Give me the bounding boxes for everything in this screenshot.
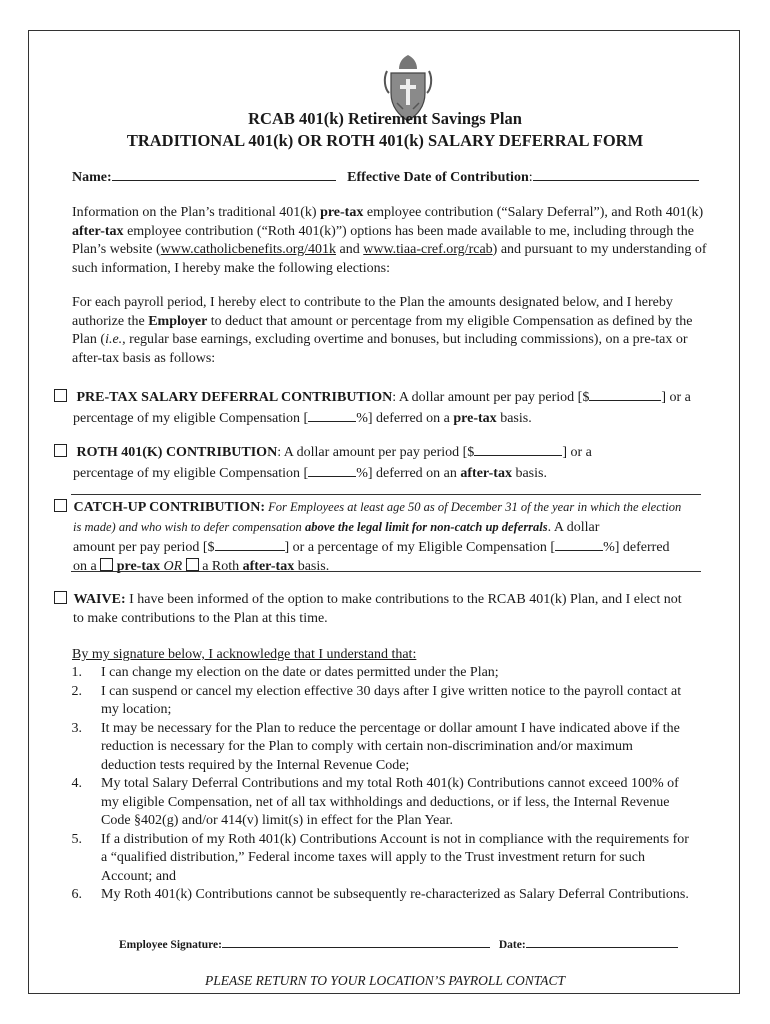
pretax-dollar-field[interactable]: [589, 387, 661, 401]
waive-option: WAIVE: I have been informed of the option to make contributions to the RCAB 401(k) Plan, and I elect not to make contributions to the Plan at this time.: [54, 591, 724, 628]
list-item: 6. My Roth 401(k) Contributions cannot be subsequently re-characterized as Salary Deferral Contributions.: [71, 887, 689, 902]
election-paragraph: For each payroll period, I hereby elect to contribute to the Plan the amounts designated below, and I hereby authorize the Employer to deduct that amount or percentage from my eligible Compensation as defined by the Plan (i.e., regular base earnings, excluding overtime and bonuses, but including commissions), on a pre-tax or after-tax basis as follows:: [72, 295, 693, 366]
catchup-roth-checkbox[interactable]: [186, 558, 199, 571]
catchup-checkbox[interactable]: [54, 499, 67, 512]
pretax-checkbox[interactable]: [54, 389, 67, 402]
pretax-percent-field[interactable]: [308, 408, 356, 422]
catchup-bottom-rule: [71, 571, 701, 572]
list-item: 4. My total Salary Deferral Contributions and my total Roth 401(k) Contributions cannot exceed 100% of my eligible Compensation, net of all tax withholdings and deductions, or if less, the Internal Revenue Code §402(g) and/or 414(v) limit(s) in effect for the Plan Year.: [71, 776, 679, 828]
roth-option: ROTH 401(K) CONTRIBUTION: A dollar amount per pay period [$ ] or a percentage of my eligible Compensation [ %] deferred on an after-tax basis.: [54, 442, 714, 483]
intro-paragraph: Information on the Plan’s traditional 401(k) pre-tax employee contribution (“Salary Deferral”), and Roth 401(k) after-tax employee contribution (“Roth 401(k)”) options has been made available to me, including through the Plan’s website (www.catholicbenefits.org/401k and www.tiaa-cref.org/rcab) and pursuant to my understanding of such information, I hereby make the following elections:: [72, 205, 707, 276]
name-label: Name:: [72, 170, 112, 185]
form-title: RCAB 401(k) Retirement Savings Plan: [248, 109, 522, 128]
list-item: 5. If a distribution of my Roth 401(k) Contributions Account is not in compliance with the requirements for a “qualified distribution,” Federal income taxes will apply to the Trust investment return for such Account; and: [71, 831, 689, 884]
catchup-heading: CATCH-UP CONTRIBUTION:: [73, 500, 265, 515]
list-item: 2. I can suspend or cancel my election effective 30 days after I give written notice to the payroll contact at my location;: [71, 683, 682, 717]
tiaa-cref-link[interactable]: www.tiaa-cref.org/rcab: [363, 242, 493, 257]
catchup-percent-field[interactable]: [555, 537, 603, 551]
list-item: 3. It may be necessary for the Plan to reduce the percentage or dollar amount I have indicated above if the reduction is necessary for the Plan to comply with certain non-discrimination and/or maximum deduction tests required by the Internal Revenue Code;: [71, 720, 680, 773]
effective-date-colon: :: [528, 170, 533, 185]
catchup-top-rule: [71, 494, 701, 495]
effective-date-field[interactable]: [533, 167, 699, 181]
signature-field[interactable]: [222, 937, 490, 948]
catchup-pretax-checkbox[interactable]: [100, 558, 113, 571]
date-label: Date:: [498, 939, 526, 951]
roth-heading: ROTH 401(K) CONTRIBUTION: [76, 445, 278, 460]
acknowledgement-heading: By my signature below, I acknowledge that I understand that:: [72, 647, 417, 662]
roth-dollar-field[interactable]: [474, 442, 562, 456]
effective-date-label: Effective Date of Contribution: [347, 170, 529, 185]
footer-note: PLEASE RETURN TO YOUR LOCATION’S PAYROLL CONTACT: [204, 973, 566, 988]
name-field[interactable]: [112, 167, 336, 181]
signature-label: Employee Signature:: [119, 939, 222, 951]
waive-heading: WAIVE:: [73, 592, 126, 607]
roth-percent-field[interactable]: [308, 463, 356, 477]
pretax-option: PRE-TAX SALARY DEFERRAL CONTRIBUTION: A dollar amount per pay period [$ ] or a percentage of my eligible Compensation [ %] deferred on a pre-tax basis.: [54, 387, 714, 428]
catchup-dollar-field[interactable]: [215, 537, 285, 551]
date-field[interactable]: [526, 937, 678, 948]
pretax-heading: PRE-TAX SALARY DEFERRAL CONTRIBUTION: [76, 390, 393, 405]
waive-checkbox[interactable]: [54, 591, 67, 604]
catchup-option: CATCH-UP CONTRIBUTION: For Employees at least age 50 as of December 31 of the year in which the election is made) and who wish to defer compensation above the legal limit for non-catch up deferrals. A dollar amount per pay period [$ ] or a percentage of my Eligible Compensation [ %] deferred on a pre-tax OR a Roth after-tax basis.: [54, 498, 724, 576]
list-item: 1. I can change my election on the date or dates permitted under the Plan;: [71, 665, 499, 680]
form-page: [28, 30, 740, 994]
roth-checkbox[interactable]: [54, 444, 67, 457]
acknowledgement-list: [56, 664, 706, 923]
form-subtitle: TRADITIONAL 401(k) OR ROTH 401(k) SALARY DEFERRAL FORM: [126, 131, 644, 150]
name-row: [72, 167, 712, 188]
catholicbenefits-link[interactable]: www.catholicbenefits.org/401k: [160, 242, 337, 257]
signature-row: [119, 937, 678, 951]
